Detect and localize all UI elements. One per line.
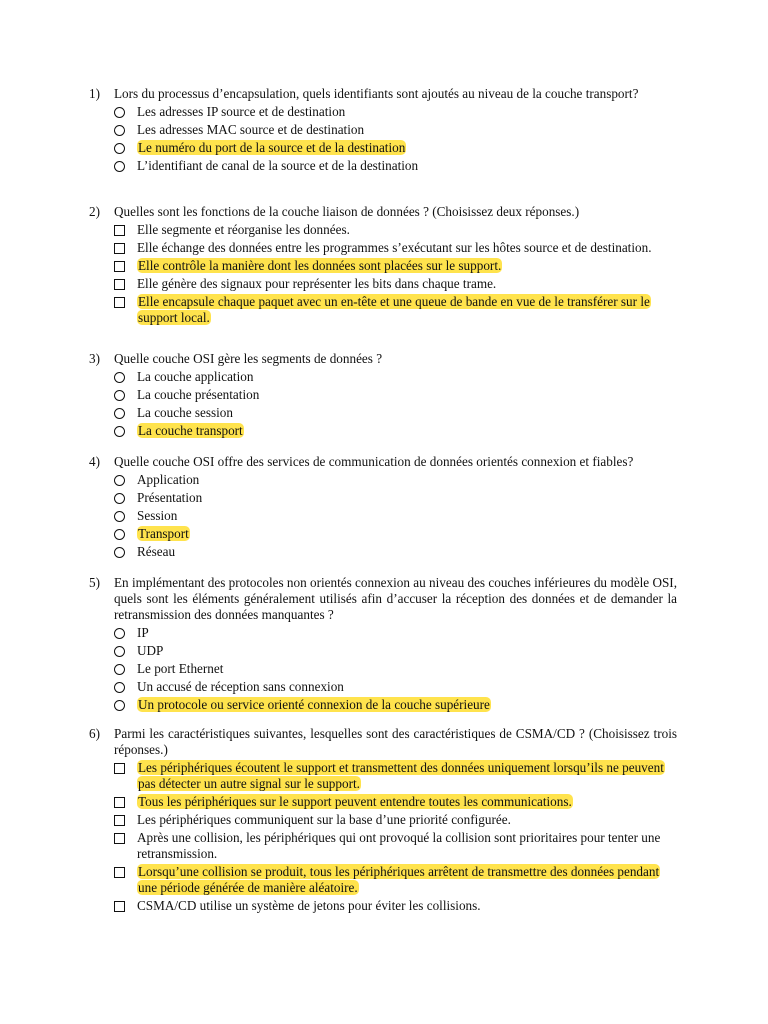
option-selected[interactable] — [113, 294, 768, 326]
radio-button[interactable] — [113, 405, 137, 421]
option-text: Session — [137, 508, 178, 523]
question-number: 4) — [89, 454, 100, 469]
option[interactable] — [113, 508, 768, 524]
option-text: Les adresses MAC source et de destination — [137, 122, 365, 137]
option-text: Le port Ethernet — [137, 661, 224, 676]
checkbox[interactable] — [113, 276, 137, 292]
question-text: Quelle couche OSI offre des services de communication de données orientés connexion et fiables? — [114, 454, 634, 469]
checkbox[interactable] — [113, 830, 137, 846]
option-selected[interactable] — [113, 864, 768, 896]
checkbox-checked[interactable] — [113, 294, 137, 310]
checkbox[interactable] — [113, 222, 137, 238]
question-2 — [0, 204, 768, 328]
option[interactable] — [113, 222, 768, 238]
radio-button[interactable] — [113, 490, 137, 506]
option[interactable] — [113, 158, 768, 174]
option-text: Elle échange des données entre les programmes s’exécutant sur les hôtes source et de destination. — [137, 240, 652, 255]
checkbox-checked[interactable] — [113, 760, 137, 776]
option-text: Elle génère des signaux pour représenter les bits dans chaque trame. — [137, 276, 497, 291]
option-text: L’identifiant de canal de la source et de la destination — [137, 158, 419, 173]
option-text-highlighted: Lorsqu’une collision se produit, tous les périphériques arrêtent de transmettre des données pendant une période générée de manière aléatoire. — [138, 864, 660, 895]
option[interactable] — [113, 387, 768, 403]
option-text: Elle segmente et réorganise les données. — [137, 222, 350, 237]
question-6 — [0, 726, 768, 916]
options-list — [113, 104, 768, 174]
option-text-highlighted: Tous les périphériques sur le support peuvent entendre toutes les communications. — [138, 794, 572, 809]
radio-button[interactable] — [113, 625, 137, 641]
checkbox[interactable] — [113, 898, 137, 914]
option-text: La couche session — [137, 405, 233, 420]
question-text: Lors du processus d’encapsulation, quels identifiants sont ajoutés au niveau de la couche transport? — [114, 86, 639, 101]
option-text: Présentation — [137, 490, 203, 505]
option-text-highlighted: Elle contrôle la manière dont les données sont placées sur le support. — [138, 258, 502, 273]
options-list — [113, 472, 768, 560]
radio-button[interactable] — [113, 679, 137, 695]
option[interactable] — [113, 240, 768, 256]
option[interactable] — [113, 276, 768, 292]
option-text: UDP — [137, 643, 164, 658]
question-4 — [0, 454, 768, 562]
option-text-highlighted: Transport — [138, 526, 189, 541]
option[interactable] — [113, 679, 768, 695]
option[interactable] — [113, 544, 768, 560]
radio-button[interactable] — [113, 387, 137, 403]
option-selected[interactable] — [113, 526, 768, 542]
option-text: Réseau — [137, 544, 176, 559]
option[interactable] — [113, 812, 768, 828]
question-5 — [0, 575, 768, 715]
option-selected[interactable] — [113, 697, 768, 713]
option-text: Les adresses IP source et de destination — [137, 104, 346, 119]
question-number: 6) — [89, 726, 100, 741]
option[interactable] — [113, 405, 768, 421]
checkbox[interactable] — [113, 240, 137, 256]
question-number: 5) — [89, 575, 100, 590]
option-text: La couche application — [137, 369, 254, 384]
radio-button[interactable] — [113, 369, 137, 385]
options-list — [113, 625, 768, 713]
option-text-highlighted: Le numéro du port de la source et de la destination — [138, 140, 406, 155]
radio-button[interactable] — [113, 544, 137, 560]
option[interactable] — [113, 104, 768, 120]
radio-button-selected[interactable] — [113, 526, 137, 542]
option-text-highlighted: Un protocole ou service orienté connexion de la couche supérieure — [138, 697, 490, 712]
radio-button-selected[interactable] — [113, 697, 137, 713]
question-number: 2) — [89, 204, 100, 219]
radio-button[interactable] — [113, 472, 137, 488]
options-list — [113, 369, 768, 439]
radio-button[interactable] — [113, 508, 137, 524]
option-text: Après une collision, les périphériques qui ont provoqué la collision sont prioritaires pour tenter une retransmission. — [137, 830, 661, 861]
option[interactable] — [113, 369, 768, 385]
question-1 — [0, 86, 768, 176]
question-text: Parmi les caractéristiques suivantes, lesquelles sont des caractéristiques de CSMA/CD ? (Choisissez trois réponses.) — [114, 726, 677, 757]
checkbox-checked[interactable] — [113, 794, 137, 810]
option-text: Un accusé de réception sans connexion — [137, 679, 344, 694]
option[interactable] — [113, 661, 768, 677]
option-text: Application — [137, 472, 200, 487]
option[interactable] — [113, 122, 768, 138]
checkbox-checked[interactable] — [113, 258, 137, 274]
radio-button[interactable] — [113, 158, 137, 174]
radio-button[interactable] — [113, 643, 137, 659]
question-number: 3) — [89, 351, 100, 366]
option[interactable] — [113, 830, 768, 862]
option-text-highlighted: La couche transport — [138, 423, 243, 438]
option-selected[interactable] — [113, 760, 768, 792]
options-list — [113, 760, 768, 914]
option-selected[interactable] — [113, 258, 768, 274]
checkbox-checked[interactable] — [113, 864, 137, 880]
option-text-highlighted: Elle encapsule chaque paquet avec un en-tête et une queue de bande en vue de le transférer sur le support local. — [138, 294, 650, 325]
option-text: Les périphériques communiquent sur la base d’une priorité configurée. — [137, 812, 511, 827]
option[interactable] — [113, 643, 768, 659]
option-text: La couche présentation — [137, 387, 260, 402]
radio-button-selected[interactable] — [113, 423, 137, 439]
question-text: En implémentant des protocoles non orientés connexion au niveau des couches inférieures du modèle OSI, quels sont les éléments généralement utilisés afin d’accuser la réception des données et de demander la retransmission des données manquantes ? — [114, 575, 677, 622]
question-text: Quelle couche OSI gère les segments de données ? — [114, 351, 383, 366]
options-list — [113, 222, 768, 326]
option-text-highlighted: Les périphériques écoutent le support et transmettent des données uniquement lorsqu’ils ne peuvent pas détecter un autre signal sur le support. — [138, 760, 664, 791]
option-selected[interactable] — [113, 423, 768, 439]
option[interactable] — [113, 490, 768, 506]
option-text: CSMA/CD utilise un système de jetons pour éviter les collisions. — [137, 898, 481, 913]
option-selected[interactable] — [113, 140, 768, 156]
option-text: IP — [137, 625, 149, 640]
option[interactable] — [113, 472, 768, 488]
option[interactable] — [113, 898, 768, 914]
option[interactable] — [113, 625, 768, 641]
question-text: Quelles sont les fonctions de la couche liaison de données ? (Choisissez deux réponses.) — [114, 204, 580, 219]
question-number: 1) — [89, 86, 100, 101]
option-selected[interactable] — [113, 794, 768, 810]
radio-button-selected[interactable] — [113, 140, 137, 156]
radio-button[interactable] — [113, 661, 137, 677]
radio-button[interactable] — [113, 104, 137, 120]
question-3 — [0, 351, 768, 441]
radio-button[interactable] — [113, 122, 137, 138]
checkbox[interactable] — [113, 812, 137, 828]
